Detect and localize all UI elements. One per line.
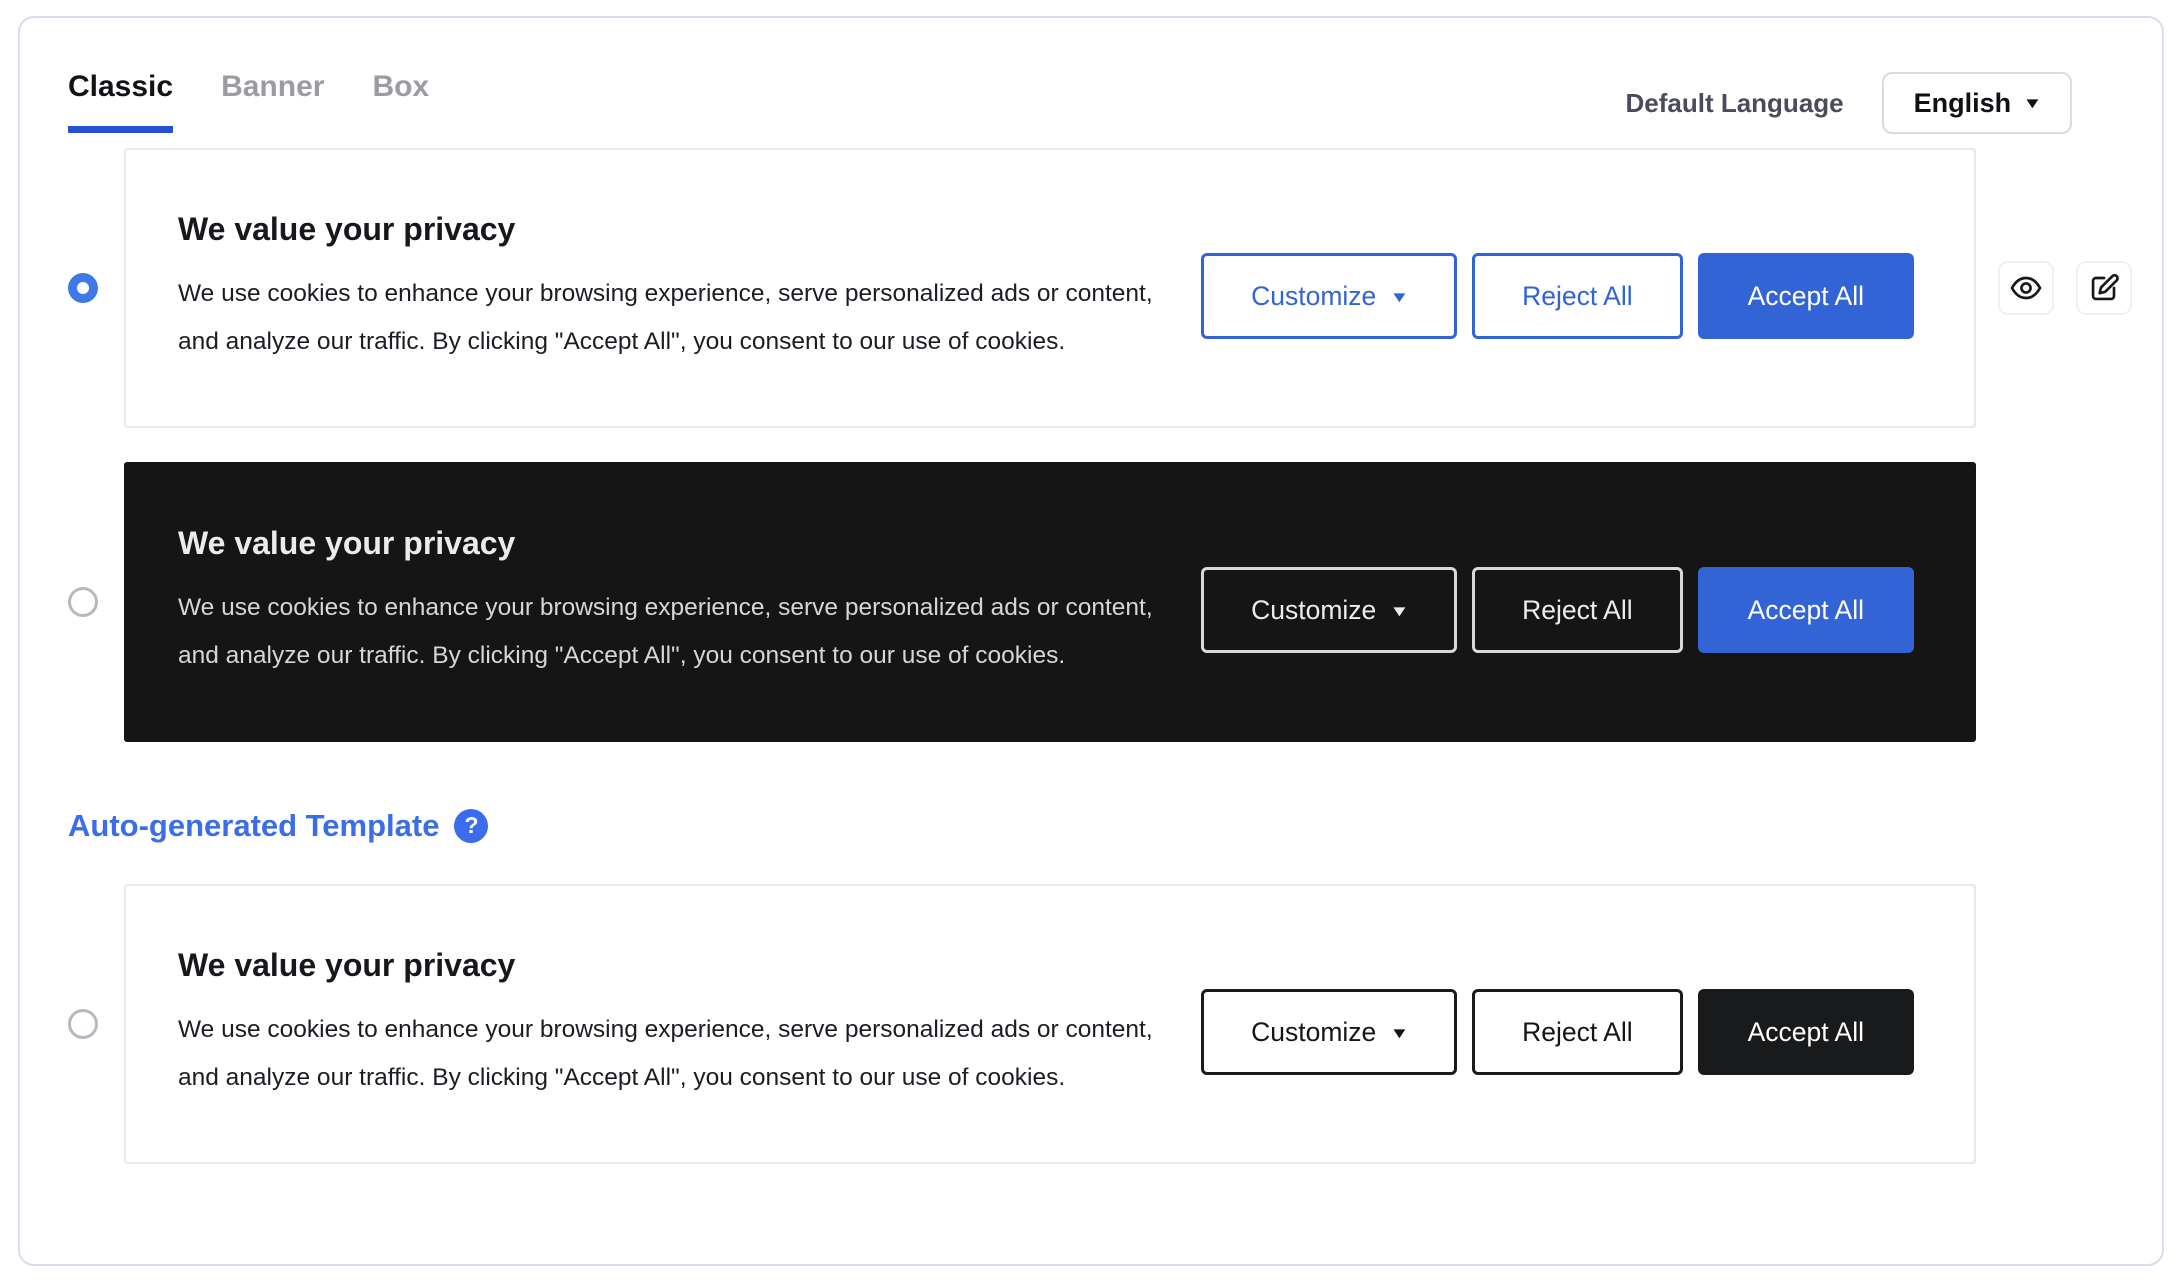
- banner-buttons: [1201, 989, 1914, 1075]
- accept-all-button[interactable]: Accept All: [1698, 567, 1914, 653]
- auto-generated-title: Auto-generated Template: [68, 808, 440, 843]
- reject-all-button[interactable]: Reject All: [1472, 989, 1682, 1075]
- chevron-down-icon: ▼: [2022, 94, 2043, 112]
- template-row-classic-light: [68, 148, 2162, 428]
- banner-description: We use cookies to enhance your browsing experience, serve personalized ads or content, and analyze our traffic. By clicking "Accept All", you consent to our use of cookies.: [178, 593, 1153, 669]
- template-settings-panel: [18, 16, 2164, 1266]
- auto-generated-section-header: [68, 808, 2162, 844]
- language-select[interactable]: [1882, 72, 2072, 134]
- template-radio-classic-light[interactable]: [68, 273, 98, 303]
- cookie-banner-preview-auto: [124, 884, 1976, 1164]
- accept-all-button[interactable]: Accept All: [1698, 253, 1914, 339]
- template-radio-classic-dark[interactable]: [68, 587, 98, 617]
- template-row-auto-generated: [68, 884, 2162, 1164]
- cookie-banner-preview-dark: [124, 462, 1976, 742]
- customize-button[interactable]: Customize ▼: [1201, 989, 1457, 1075]
- customize-button[interactable]: Customize ▼: [1201, 567, 1457, 653]
- language-controls: [1625, 72, 2072, 134]
- default-language-label: Default Language: [1625, 87, 1844, 118]
- template-radio-auto-generated[interactable]: [68, 1009, 98, 1039]
- banner-description: We use cookies to enhance your browsing experience, serve personalized ads or content, and analyze our traffic. By clicking "Accept All", you consent to our use of cookies.: [178, 1015, 1153, 1091]
- edit-button[interactable]: [2076, 261, 2132, 315]
- eye-icon: [2010, 272, 2042, 304]
- tab-banner[interactable]: Banner: [221, 70, 325, 103]
- cookie-banner-preview-light: [124, 148, 1976, 428]
- edit-icon: [2088, 272, 2120, 304]
- preview-button[interactable]: [1998, 261, 2054, 315]
- banner-title: We value your privacy: [178, 210, 516, 247]
- template-type-tabs: [68, 70, 429, 133]
- banner-buttons: [1201, 567, 1914, 653]
- template-actions: [1998, 261, 2132, 315]
- reject-all-button[interactable]: Reject All: [1472, 253, 1682, 339]
- language-selected-value: English: [1913, 87, 2012, 118]
- banner-description: We use cookies to enhance your browsing experience, serve personalized ads or content, and analyze our traffic. By clicking "Accept All", you consent to our use of cookies.: [178, 279, 1153, 355]
- banner-title: We value your privacy: [178, 946, 516, 983]
- customize-button[interactable]: Customize ▼: [1201, 253, 1457, 339]
- accept-all-button[interactable]: Accept All: [1698, 989, 1914, 1075]
- template-row-classic-dark: [68, 462, 2162, 742]
- chevron-down-icon: ▼: [1389, 603, 1410, 620]
- chevron-down-icon: ▼: [1389, 289, 1410, 306]
- banner-buttons: [1201, 253, 1914, 339]
- header: [20, 18, 2162, 134]
- tab-classic[interactable]: Classic: [68, 70, 173, 133]
- reject-all-button[interactable]: Reject All: [1472, 567, 1682, 653]
- chevron-down-icon: ▼: [1389, 1025, 1410, 1042]
- banner-title: We value your privacy: [178, 524, 516, 561]
- help-icon[interactable]: ?: [454, 809, 488, 843]
- tab-box[interactable]: Box: [372, 70, 430, 103]
